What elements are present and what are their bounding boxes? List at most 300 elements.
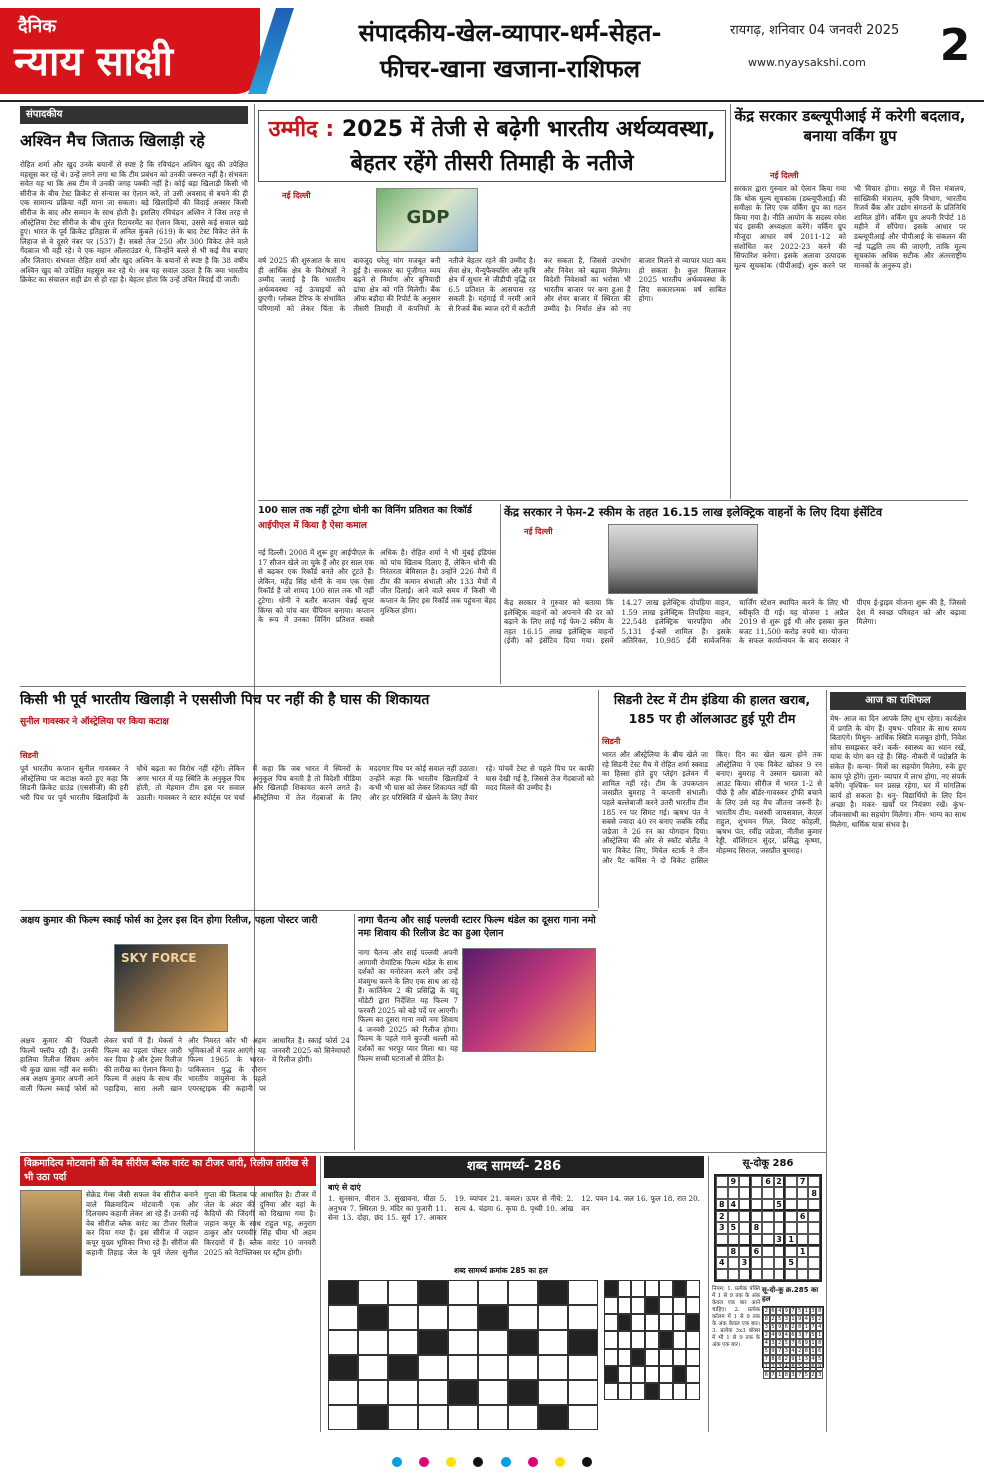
crossword-answer-cell — [659, 1314, 673, 1331]
sudoku-solution-cell: 2 — [778, 1340, 782, 1346]
dhoni-story — [258, 504, 496, 684]
crossword-cell[interactable] — [448, 1355, 478, 1380]
lead-headline — [258, 110, 726, 182]
sudoku-solution-cell: 2 — [764, 1332, 768, 1338]
page-number: 2 — [939, 20, 971, 71]
sudoku-cell[interactable]: 5 — [785, 1257, 797, 1268]
sudoku-cell[interactable] — [762, 1234, 774, 1246]
rashifal-body: मेष- आज का दिन आपके लिए शुभ रहेगा। कार्यक्षेत्र में प्रगति के योग हैं। वृषभ- परिवार के साथ समय बिताएंगे। मिथुन- आर्थिक स्थिति मजबूत होगी, निवेश सोच समझकर करें। कर्क- स्वास्थ्य का ध्यान रखें, यात्रा के योग बन रहे हैं। सिंह- नौकरी में पदोन्नति के संकेत हैं। कन्या- मित्रों का सहयोग मिलेगा, रुके हुए काम पूरे होंगे। तुला- व्यापार में लाभ होगा, नए संपर्क बनेंगे। वृश्चिक- मन प्रसन्न रहेगा, घर में मांगलिक कार्य हो सकता है। धनु- विद्यार्थियों के लिए दिन अच्छा है। मकर- खर्चों पर नियंत्रण रखें। कुंभ- जीवनसाथी का सहयोग मिलेगा। मीन- भाग्य का साथ मिलेगा, धार्मिक यात्रा संभव है। — [830, 714, 966, 829]
sudoku-cell[interactable]: 5 — [728, 1222, 740, 1233]
crossword-answer-cell — [645, 1331, 659, 1348]
sudoku-cell[interactable] — [774, 1222, 786, 1233]
sudoku-cell[interactable] — [808, 1246, 820, 1257]
sudoku-cell[interactable]: 9 — [728, 1176, 740, 1187]
divider-mid1 — [258, 500, 968, 501]
crossword-cell[interactable] — [328, 1305, 358, 1330]
crossword-cell[interactable] — [508, 1405, 538, 1430]
ev-headline: केंद्र सरकार ने फेम-2 स्कीम के तहत 16.15 लाख इलेक्ट्रिक वाहनों के लिए दिया इंसेंटिव — [504, 505, 883, 519]
sudoku-cell[interactable]: 2 — [716, 1211, 728, 1222]
skyforce-story — [20, 914, 350, 1150]
crossword-title: शब्द सामर्थ्य- 286 — [324, 1156, 704, 1178]
sudoku-solution-cell: 9 — [818, 1364, 822, 1370]
sudoku-solution-cell: 8 — [818, 1340, 822, 1346]
crossword-cell[interactable] — [358, 1280, 388, 1305]
sudoku-solution-cell: 2 — [798, 1348, 802, 1354]
crossword-cell[interactable] — [568, 1355, 598, 1380]
sudoku-solution-cell: 3 — [778, 1364, 782, 1370]
sudoku-cell[interactable] — [774, 1187, 786, 1198]
dhoni-headline: 100 साल तक नहीं टूटेगा धोनी का विनिंग प्रतिशत का रिकॉर्ड — [258, 505, 472, 516]
sudoku-cell[interactable]: 6 — [797, 1211, 809, 1222]
skyforce-poster-label: SKY FORCE — [121, 951, 197, 965]
sudoku-solution-cell: 2 — [784, 1356, 788, 1362]
sudoku-cell[interactable] — [774, 1269, 786, 1280]
sudoku-cell[interactable] — [716, 1187, 728, 1198]
sudoku-cell[interactable] — [797, 1257, 809, 1268]
crossword-cell — [538, 1280, 568, 1305]
thandel-image — [462, 948, 596, 1052]
crossword-cell[interactable] — [448, 1305, 478, 1330]
sudoku-cell[interactable] — [739, 1234, 751, 1246]
sudoku-solution-cell: 9 — [791, 1356, 795, 1362]
sudoku-cell[interactable] — [751, 1269, 763, 1280]
sudoku-cell[interactable] — [762, 1222, 774, 1233]
sudoku-solution-cell: 5 — [764, 1348, 768, 1354]
crossword-puzzle — [324, 1156, 704, 1432]
skyforce-body: अक्षय कुमार की पिछली फिल्में फ्लॉप रही हैं। उनकी हालिया रिलीज सिंघम अगेन भी कुछ खास नहीं कर सकी। अब अक्षय कुमार अपनी आने वाली फिल्म स्काई फोर्स को लेकर चर्चा में हैं। मेकर्स ने फिल्म का पहला पोस्टर जारी कर दिया है और ट्रेलर रिलीज की तारीख का ऐलान किया है। फिल्म में अक्षय के साथ वीर पहाड़िया, सारा अली खान और निमरत कौर भी अहम भूमिकाओं में नजर आएंगे। यह फिल्म 1965 के भारत-पाकिस्तान युद्ध के दौरान भारतीय वायुसेना के पहले एयरस्ट्राइक की कहानी पर आधारित है। स्काई फोर्स 24 जनवरी 2025 को सिनेमाघरों में रिलीज होगी। — [20, 1036, 350, 1093]
sudoku-solution-cell: 1 — [811, 1348, 815, 1354]
logo-dainik: दैनिक — [18, 16, 57, 37]
divider-rashifal — [826, 690, 827, 1432]
sudoku-cell[interactable] — [762, 1257, 774, 1268]
sudoku-solution-cell: 8 — [791, 1364, 795, 1370]
sudoku-cell[interactable] — [716, 1176, 728, 1187]
sudoku-cell[interactable] — [716, 1269, 728, 1280]
crossword-cell — [508, 1380, 538, 1405]
sudoku-cell[interactable] — [797, 1199, 809, 1211]
crossword-cell[interactable] — [568, 1380, 598, 1405]
crossword-cell[interactable] — [568, 1405, 598, 1430]
masthead-rule — [0, 100, 984, 102]
sudoku-solution-cell: 7 — [764, 1356, 768, 1362]
ev-dateline: नई दिल्ली — [524, 527, 553, 536]
crossword-answer-cell — [673, 1349, 687, 1366]
blackwarrant-story — [20, 1156, 316, 1432]
dateline: रायगढ़, शनिवार 04 जनवरी 2025 — [730, 23, 900, 38]
blackwarrant-headline: विक्रमादित्य मोटवानी की वेब सीरीज ब्लैक वारंट का टीजर जारी, रिलीज तारीख से भी उठा पर्दा — [20, 1156, 316, 1186]
sudoku-cell[interactable]: 3 — [774, 1234, 786, 1246]
sudoku-cell[interactable]: 3 — [716, 1222, 728, 1233]
crossword-answer-cell — [673, 1366, 687, 1383]
sudoku-solution-cell: 5 — [798, 1364, 802, 1370]
rashifal-column — [830, 690, 966, 1432]
sections-line2: फीचर-खाना खजाना-राशिफल — [380, 55, 640, 83]
sudoku-solution-cell: 6 — [818, 1348, 822, 1354]
crossword-answer-cell — [631, 1280, 645, 1297]
divider-bw — [320, 1156, 321, 1432]
lead-headline-text: 2025 में तेजी से बढ़ेगी भारतीय अर्थव्यवस्था, बेहतर रहेंगे तीसरी तिमाही के नतीजे — [341, 117, 716, 176]
crossword-answer-cell — [673, 1314, 687, 1331]
sudoku-cell[interactable]: 8 — [716, 1199, 728, 1211]
sudoku-cell[interactable] — [716, 1234, 728, 1246]
sudoku-solution-cell: 7 — [791, 1340, 795, 1346]
crossword-answer-cell — [659, 1383, 673, 1400]
dhoni-body: नई दिल्ली। 2008 में शुरू हुए आईपीएल के 17 सीजन खेले जा चुके हैं और हर साल एक से बढ़कर एक रिकॉर्ड बनते और टूटते हैं। लेकिन, महेंद्र सिंह धोनी के नाम एक ऐसा रिकॉर्ड है जो शायद 100 साल तक भी नहीं टूटेगा। धोनी ने बतौर कप्तान चेन्नई सुपर किंग्स को पांच बार चैंपियन बनाया। कप्तान के रूप में उनका विनिंग प्रतिशत सबसे अधिक है। रोहित शर्मा ने भी मुंबई इंडियंस को पांच खिताब दिलाए हैं, लेकिन धोनी की निरंतरता बेमिसाल है। उन्होंने 226 मैचों में टीम की कमान संभाली और 133 मैचों में जीत दिलाई। आने वाले समय में किसी भी कप्तान के लिए इस रिकॉर्ड तक पहुंचना बेहद मुश्किल होगा। — [258, 548, 496, 625]
crossword-cell[interactable] — [388, 1280, 418, 1305]
crossword-answer-cell — [659, 1297, 673, 1314]
sudoku-solution-cell: 4 — [804, 1316, 808, 1322]
blackwarrant-body: सेक्रेड गेम्स जैसी सफल वेब सीरीज बनाने वाले विक्रमादित्य मोटवानी एक और दिलचस्प कहानी लेकर आ रहे हैं। उनकी नई वेब सीरीज ब्लैक वारंट का टीजर रिलीज कर दिया गया है। इस सीरीज में जहान कपूर मुख्य भूमिका निभा रहे हैं। सीरीज की कहानी तिहाड़ जेल के पूर्व जेलर सुनील गुप्ता की किताब पर आधारित है। टीजर में जेल के अंदर की दुनिया और वहां के कैदियों की जिंदगी को दिखाया गया है। जहान कपूर के साथ राहुल भट्ट, अनुराग ठाकुर और परमवीर सिंह चीमा भी अहम किरदारों में हैं। ब्लैक वारंट 10 जनवरी 2025 को नेटफ्लिक्स पर स्ट्रीम होगी। — [86, 1190, 316, 1257]
divider-bottom — [20, 1152, 826, 1153]
sudoku-cell[interactable]: 1 — [797, 1246, 809, 1257]
sudoku-cell[interactable]: 4 — [716, 1257, 728, 1268]
crossword-cell[interactable] — [508, 1280, 538, 1305]
crossword-cell[interactable] — [358, 1355, 388, 1380]
crossword-cell — [568, 1330, 598, 1355]
crossword-clues: 1. सुनसान, वीरान 3. सुखावना, मीठा 5. अनुभव 7. स्थिरता 9. मंदिर का पुजारी 11. सेना 13. दोहा, छंद 15. सूर्य 17. आकार 19. व्यापार 21. कमल। ऊपर से नीचे: 2. सत्य 4. चंद्रमा 6. कृपा 8. पृथ्वी 10. आंख 12. पवन 14. जल 16. फूल 18. रात 20. वन — [328, 1194, 700, 1223]
crossword-cell[interactable] — [448, 1405, 478, 1430]
crossword-cell[interactable] — [568, 1305, 598, 1330]
dhoni-kicker: आईपीएल में किया है ऐसा कमाल — [258, 521, 367, 531]
sudoku-cell[interactable] — [751, 1257, 763, 1268]
lead-body: वर्ष 2025 की शुरुआत के साथ ही आर्थिक क्षेत्र के विशेषज्ञों ने उम्मीद जताई है कि भारतीय अर्थव्यवस्था नई ऊंचाइयों को छुएगी। ग्लोबल टैरिफ के संभावित परिणामों को लेकर चिंता के बावजूद घरेलू मांग मजबूत बनी हुई है। सरकार का पूंजीगत व्यय बढ़ने से निर्माण और बुनियादी ढांचा क्षेत्र को गति मिलेगी। बैंक ऑफ बड़ौदा की रिपोर्ट के अनुसार तीसरी तिमाही में कंपनियों के नतीजे बेहतर रहने की उम्मीद है। सेवा क्षेत्र, मैन्युफैक्चरिंग और कृषि क्षेत्र में सुधार से जीडीपी वृद्धि दर 6.5 प्रतिशत के आसपास रह सकती है। महंगाई में नरमी आने से रिजर्व बैंक ब्याज दरों में कटौती कर सकता है, जिससे उपभोग और निवेश को बढ़ावा मिलेगा। विदेशी निवेशकों का भरोसा भी भारतीय बाजार पर बना हुआ है और शेयर बाजार में स्थिरता की उम्मीद है। निर्यात क्षेत्र को नए बाजार मिलने से व्यापार घाटा कम हो सकता है। कुल मिलाकर 2025 भारतीय अर्थव्यवस्था के लिए सकारात्मक वर्ष साबित होगा। — [258, 256, 726, 313]
crossword-cell[interactable] — [418, 1405, 448, 1430]
sudoku-cell[interactable] — [739, 1187, 751, 1198]
crossword-answer-cell — [618, 1314, 632, 1331]
gavaskar-kicker: सुनील गावस्कर ने ऑस्ट्रेलिया पर किया कटाक्ष — [20, 717, 169, 727]
crossword-answer-cell — [618, 1383, 632, 1400]
sudoku-cell[interactable] — [797, 1234, 809, 1246]
crossword-answer-cell — [686, 1297, 700, 1314]
sudoku-solution-cell: 3 — [771, 1340, 775, 1346]
sudoku-solution-cell: 6 — [798, 1340, 802, 1346]
crossword-cell — [358, 1405, 388, 1430]
strip-dot — [501, 1457, 511, 1467]
sudoku-solution-cell: 2 — [791, 1324, 795, 1330]
sydney-story — [602, 690, 822, 1110]
sudoku-solution-cell: 2 — [771, 1316, 775, 1322]
crossword-cell[interactable] — [328, 1405, 358, 1430]
crossword-answer-cell — [673, 1280, 687, 1297]
crossword-answer-cell — [686, 1349, 700, 1366]
logo-block — [0, 8, 260, 94]
sudoku-cell[interactable] — [739, 1246, 751, 1257]
sudoku-solution-cell: 6 — [778, 1356, 782, 1362]
sudoku-cell[interactable] — [739, 1269, 751, 1280]
gavaskar-headline: किसी भी पूर्व भारतीय खिलाड़ी ने एससीजी पिच पर नहीं की है घास की शिकायत — [20, 692, 430, 708]
sudoku-cell[interactable] — [739, 1176, 751, 1187]
crossword-answer-cell — [686, 1314, 700, 1331]
sections-line1: संपादकीय-खेल-व्यापार-धर्म-सेहत- — [358, 19, 662, 47]
sudoku-solution-cell: 2 — [764, 1308, 768, 1314]
crossword-answer-cell — [645, 1280, 659, 1297]
sudoku-cell[interactable] — [762, 1269, 774, 1280]
sudoku-cell[interactable] — [762, 1211, 774, 1222]
sudoku-cell[interactable] — [751, 1176, 763, 1187]
crossword-answer-cell — [659, 1349, 673, 1366]
sudoku-cell[interactable] — [728, 1234, 740, 1246]
sudoku-cell[interactable] — [797, 1222, 809, 1233]
sudoku-solution-cell: 8 — [784, 1372, 788, 1378]
sudoku-solution-cell: 9 — [784, 1308, 788, 1314]
crossword-answer-cell — [604, 1297, 618, 1314]
wpi-body: सरकार द्वारा गुरुवार को ऐलान किया गया कि थोक मूल्य सूचकांक (डब्ल्यूपीआई) की समीक्षा के लिए एक वर्किंग ग्रुप का गठन किया गया है। नीति आयोग के सदस्य रमेश चंद इसकी अध्यक्षता करेंगे। वर्किंग ग्रुप मौजूदा आधार वर्ष 2011-12 को संशोधित कर 2022-23 करने की सिफारिश करेगा। इसके अलावा उत्पादक मूल्य सूचकांक (पीपीआई) शुरू करने पर भी विचार होगा। समूह में वित्त मंत्रालय, सांख्यिकी मंत्रालय, कृषि विभाग, भारतीय रिजर्व बैंक और उद्योग संगठनों के प्रतिनिधि शामिल होंगे। वर्किंग ग्रुप अपनी रिपोर्ट 18 महीने में सौंपेगा। इसके आधार पर डब्ल्यूपीआई और पीपीआई के संकलन की नई पद्धति तय की जाएगी, ताकि मूल्य सूचकांक अधिक सटीक और अंतरराष्ट्रीय मानकों के अनुरूप हो। — [734, 184, 966, 270]
sudoku-solution-cell: 2 — [804, 1364, 808, 1370]
crossword-cell[interactable] — [538, 1355, 568, 1380]
crossword-cell[interactable] — [568, 1280, 598, 1305]
sudoku-solution-cell: 1 — [818, 1332, 822, 1338]
sudoku-solution-cell: 9 — [778, 1324, 782, 1330]
sudoku-cell[interactable]: 4 — [728, 1199, 740, 1211]
sudoku-solution-cell: 1 — [764, 1364, 768, 1370]
sudoku-cell[interactable] — [762, 1187, 774, 1198]
crossword-cell[interactable] — [448, 1280, 478, 1305]
sudoku-solution-cell: 4 — [784, 1332, 788, 1338]
sudoku-solution-cell: 9 — [798, 1316, 802, 1322]
crossword-cell[interactable] — [418, 1380, 448, 1405]
crossword-cell[interactable] — [388, 1330, 418, 1355]
sudoku-cell[interactable] — [785, 1199, 797, 1211]
crossword-answer-cell — [686, 1366, 700, 1383]
crossword-cell[interactable] — [388, 1380, 418, 1405]
sudoku-solution-cell: 7 — [804, 1332, 808, 1338]
ev-body: केंद्र सरकार ने गुरुवार को बताया कि इलेक्ट्रिक वाहनों को अपनाने की दर को बढ़ाने के लिए लाई गई फेम-2 स्कीम के तहत 16.15 लाख इलेक्ट्रिक वाहनों (ईवी) को इंसेंटिव दिया गया। इसमें 14.27 लाख इलेक्ट्रिक दोपहिया वाहन, 1.59 लाख इलेक्ट्रिक तिपहिया वाहन, 22,548 इलेक्ट्रिक चारपहिया और 5,131 ई-बसें शामिल हैं। इसके अतिरिक्त, 10,985 ईवी सार्वजनिक चार्जिंग स्टेशन स्थापित करने के लिए भी स्वीकृति दी गई। यह योजना 1 अप्रैल 2019 से शुरू हुई थी और इसका कुल बजट 11,500 करोड़ रुपये था। योजना के सफल कार्यान्वयन के बाद सरकार ने पीएम ई-ड्राइव योजना शुरू की है, जिससे देश में स्वच्छ परिवहन को और बढ़ावा मिलेगा। — [504, 598, 966, 646]
sudoku-solution-cell: 1 — [811, 1340, 815, 1346]
skyforce-headline: अक्षय कुमार की फिल्म स्काई फोर्स का ट्रेलर इस दिन होगा रिलीज, पहला पोस्टर जारी — [20, 915, 318, 926]
crossword-answer-cell — [604, 1314, 618, 1331]
editorial-headline: अश्विन मैच जिताऊ खिलाड़ी रहे — [20, 131, 205, 150]
lead-dateline: नई दिल्ली — [282, 191, 311, 200]
crossword-cell[interactable] — [538, 1305, 568, 1330]
crossword-answer-cell — [673, 1383, 687, 1400]
sudoku-cell[interactable] — [785, 1269, 797, 1280]
sudoku-cell[interactable]: 8 — [751, 1222, 763, 1233]
crossword-cell — [328, 1280, 358, 1305]
gdp-image — [376, 188, 478, 252]
wpi-story — [734, 106, 966, 498]
sudoku-solution-cell: 5 — [798, 1308, 802, 1314]
crossword-answer-cell — [631, 1366, 645, 1383]
crossword-answer-cell — [631, 1383, 645, 1400]
sudoku-solution-cell: 7 — [771, 1372, 775, 1378]
divider-lead — [730, 104, 731, 499]
crossword-cell[interactable] — [538, 1330, 568, 1355]
crossword-cell — [538, 1405, 568, 1430]
editorial-column — [20, 104, 248, 676]
crossword-cell — [418, 1330, 448, 1355]
sudoku-solution-cell: 3 — [764, 1324, 768, 1330]
sudoku-cell[interactable] — [739, 1211, 751, 1222]
sudoku-cell[interactable] — [728, 1187, 740, 1198]
ev-story — [504, 504, 966, 684]
crossword-cell[interactable] — [328, 1380, 358, 1405]
crossword-cell[interactable] — [328, 1330, 358, 1355]
sudoku-solution-cell: 7 — [811, 1324, 815, 1330]
strip-dot — [392, 1457, 402, 1467]
sudoku-cell[interactable]: 7 — [797, 1176, 809, 1187]
sudoku-cell[interactable] — [808, 1234, 820, 1246]
lead-story — [258, 110, 726, 500]
sudoku-solution-cell: 3 — [798, 1332, 802, 1338]
sudoku-solution-cell: 8 — [771, 1356, 775, 1362]
sudoku-cell[interactable] — [751, 1234, 763, 1246]
sudoku-solution-cell: 4 — [778, 1308, 782, 1314]
crossword-answer-cell — [659, 1331, 673, 1348]
crossword-cell[interactable] — [388, 1405, 418, 1430]
sudoku-cell[interactable] — [808, 1176, 820, 1187]
crossword-cell[interactable] — [418, 1305, 448, 1330]
crossword-cell[interactable] — [508, 1355, 538, 1380]
sudoku-puzzle — [712, 1156, 824, 1432]
sudoku-cell[interactable] — [797, 1187, 809, 1198]
sudoku-cell[interactable] — [785, 1222, 797, 1233]
print-color-strip — [0, 1452, 984, 1472]
sudoku-cell[interactable] — [785, 1246, 797, 1257]
crossword-answer-cell — [604, 1280, 618, 1297]
crossword-cell[interactable] — [478, 1330, 508, 1355]
crossword-answer-cell — [645, 1366, 659, 1383]
divider-cw — [708, 1156, 709, 1432]
sudoku-cell[interactable] — [785, 1211, 797, 1222]
sudoku-solution-cell: 6 — [791, 1332, 795, 1338]
sudoku-cell[interactable] — [785, 1187, 797, 1198]
sudoku-cell[interactable] — [808, 1269, 820, 1280]
sudoku-cell[interactable] — [728, 1269, 740, 1280]
sudoku-cell[interactable] — [774, 1246, 786, 1257]
crossword-cell — [448, 1380, 478, 1405]
crossword-cell — [478, 1305, 508, 1330]
sudoku-cell[interactable] — [785, 1176, 797, 1187]
sudoku-cell[interactable] — [728, 1257, 740, 1268]
sudoku-solution-cell: 3 — [784, 1316, 788, 1322]
crossword-answer-label: शब्द सामर्थ्य क्रमांक 285 का हल — [454, 1266, 548, 1275]
sudoku-cell[interactable] — [808, 1222, 820, 1233]
crossword-answer-cell — [618, 1366, 632, 1383]
crossword-answer-cell — [604, 1366, 618, 1383]
sudoku-cell[interactable]: 1 — [785, 1234, 797, 1246]
sudoku-solution-cell: 5 — [784, 1340, 788, 1346]
sudoku-cell[interactable] — [751, 1211, 763, 1222]
sudoku-solution-cell: 3 — [818, 1372, 822, 1378]
divider-skyforce — [354, 914, 355, 1150]
crossword-answer-cell — [618, 1280, 632, 1297]
crossword-cell[interactable] — [478, 1355, 508, 1380]
crossword-cell[interactable] — [418, 1355, 448, 1380]
crossword-answer-cell — [631, 1349, 645, 1366]
sudoku-solution-cell: 7 — [798, 1372, 802, 1378]
sudoku-cell[interactable] — [797, 1269, 809, 1280]
sudoku-solution-cell: 5 — [778, 1316, 782, 1322]
sudoku-cell[interactable] — [808, 1211, 820, 1222]
crossword-cell[interactable] — [478, 1405, 508, 1430]
sydney-headline: सिडनी टेस्ट में टीम इंडिया की हालत खराब, 185 पर ही ऑलआउट हुई पूरी टीम — [613, 692, 811, 726]
sudoku-cell[interactable] — [739, 1199, 751, 1211]
crossword-answer-cell — [631, 1297, 645, 1314]
crossword-cell[interactable] — [448, 1330, 478, 1355]
sudoku-solution-cell: 4 — [784, 1364, 788, 1370]
crossword-answer-cell — [618, 1349, 632, 1366]
sudoku-cell[interactable] — [774, 1211, 786, 1222]
sudoku-solution-cell: 2 — [811, 1372, 815, 1378]
sudoku-cell[interactable] — [728, 1211, 740, 1222]
sudoku-solution-cell: 9 — [771, 1348, 775, 1354]
crossword-answer-cell — [645, 1297, 659, 1314]
crossword-answer-cell — [631, 1314, 645, 1331]
sudoku-cell[interactable] — [762, 1199, 774, 1211]
sudoku-cell[interactable] — [739, 1222, 751, 1233]
website-link[interactable]: www.nyaysakshi.com — [748, 56, 866, 69]
gavaskar-story — [20, 690, 594, 908]
sudoku-solution-cell: 4 — [764, 1340, 768, 1346]
sudoku-cell[interactable]: 8 — [728, 1246, 740, 1257]
sudoku-cell[interactable] — [808, 1199, 820, 1211]
divider-mid2 — [20, 686, 966, 687]
strip-dot — [528, 1457, 538, 1467]
crossword-cell[interactable] — [478, 1380, 508, 1405]
sudoku-solution-cell: 5 — [818, 1356, 822, 1362]
sudoku-title: सू-दोकू 286 — [742, 1158, 794, 1169]
crossword-answer-cell — [604, 1383, 618, 1400]
sudoku-solution-cell: 2 — [818, 1316, 822, 1322]
crossword-answer-cell — [686, 1383, 700, 1400]
sudoku-solution-cell: 9 — [804, 1340, 808, 1346]
lead-kicker: उम्मीद : — [268, 117, 335, 142]
crossword-grid[interactable] — [328, 1280, 598, 1430]
crossword-cell[interactable] — [388, 1305, 418, 1330]
crossword-answer-cell — [673, 1331, 687, 1348]
sudoku-cell[interactable]: 3 — [739, 1257, 751, 1268]
sudoku-cell[interactable] — [762, 1246, 774, 1257]
sudoku-solution-cell: 3 — [784, 1348, 788, 1354]
sudoku-solution-cell: 2 — [771, 1364, 775, 1370]
strip-dot — [446, 1457, 456, 1467]
sudoku-cell[interactable] — [716, 1246, 728, 1257]
wpi-headline: केंद्र सरकार डब्ल्यूपीआई में करेगी बदलाव, बनाया वर्किंग ग्रुप — [734, 107, 966, 145]
sudoku-cell[interactable] — [808, 1257, 820, 1268]
sudoku-solution-cell: 5 — [804, 1372, 808, 1378]
sudoku-cell[interactable]: 2 — [774, 1176, 786, 1187]
crossword-cell — [418, 1280, 448, 1305]
crossword-cell[interactable] — [358, 1330, 388, 1355]
crossword-cell[interactable] — [358, 1380, 388, 1405]
sudoku-cell[interactable] — [751, 1187, 763, 1198]
sudoku-cell[interactable]: 6 — [751, 1246, 763, 1257]
crossword-cell[interactable] — [478, 1280, 508, 1305]
editorial-body: रोहित शर्मा और खुद उनके बयानों से स्पष्ट है कि रविचंद्रन अश्विन खुद की उपेक्षित महसूस कर रहे थे। उन्हें लगने लगा था कि टीम प्रबंधन को उनकी जरूरत नहीं है। संभवतः सवेत यह था कि अब टीम में उनकी जगह पक्की नहीं है। कोई बड़ा खिलाड़ी किसी भी सीरीज के बीच टेस्ट क्रिकेट से संन्यास का ऐलान करे, तो उसी अवसाद से बचने की ही एक सामान्य प्रक्रिया नहीं माना जा सकता। बड़े खिलाड़ियों की विदाई अक्सर किसी सीरीज के बाद और सम्मान के साथ होती है। इसलिए रविचंद्रन अश्विन ने जिस तरह से ऑस्ट्रेलिया टेस्ट सीरीज के बीच तुरंत रिटायरमेंट का ऐलान किया, उससे कई सवाल खड़े हुए। भारत के पूर्व क्रिकेट इतिहास में अनिल कुंबले (619) के बाद टेस्ट विकेट लेने के लिहाज से वे दूसरे नंबर पर (537) हैं। सबसे तेज 250 और 300 विकेट लेने वाले गेंदबाज भी वही रहे। वे एक महान ऑलराउंडर थे, जिन्होंने बल्ले से भी कई मैच बचाए और जिताए। संभवतः रोहित शर्मा और खुद अश्विन के बयानों से स्पष्ट है कि 38 वर्षीय अश्विन खुद को उपेक्षित महसूस कर रहे थे। अब यह सवाल उठता है कि क्या भारतीय क्रिकेट का संचालन सही ढंग से हो रहा है। बेहतर होता कि उन्हें उचित विदाई दी जाती। — [20, 160, 248, 285]
crossword-cell[interactable] — [538, 1380, 568, 1405]
sydney-body: भारत और ऑस्ट्रेलिया के बीच खेले जा रहे सिडनी टेस्ट मैच में रोहित शर्मा स्क्वाड का हिस्सा होते हुए प्लेइंग इलेवन में शामिल नहीं रहे। टीम के उपकप्तान जसप्रीत बुमराह ने कप्तानी संभाली। पहले बल्लेबाजी करने उतरी भारतीय टीम 185 रन पर सिमट गई। ऋषभ पंत ने सबसे ज्यादा 40 रन बनाए जबकि रवींद्र जडेजा ने 26 रन का योगदान दिया। ऑस्ट्रेलिया की ओर से स्कॉट बोलैंड ने चार विकेट लिए, मिचेल स्टार्क ने तीन और पैट कमिंस ने दो विकेट हासिल किए। दिन का खेल खत्म होने तक ऑस्ट्रेलिया ने एक विकेट खोकर 9 रन बनाए। बुमराह ने उस्मान ख्वाजा को आउट किया। सीरीज में भारत 1-2 से पीछे है और बॉर्डर-गावस्कर ट्रॉफी बचाने के लिए उसे यह मैच जीतना जरूरी है। भारतीय टीम: यशस्वी जायसवाल, केएल राहुल, शुभमन गिल, विराट कोहली, ऋषभ पंत, रवींद्र जडेजा, नीतीश कुमार रेड्डी, वॉशिंगटन सुंदर, प्रसिद्ध कृष्णा, मोहम्मद सिराज, जसप्रीत बुमराह। — [602, 750, 822, 865]
sudoku-grid[interactable] — [714, 1174, 822, 1282]
crossword-answer-cell — [604, 1331, 618, 1348]
sudoku-solution-cell: 4 — [811, 1356, 815, 1362]
divider-gavaskar — [598, 690, 599, 908]
sudoku-cell[interactable]: 8 — [808, 1187, 820, 1198]
sudoku-cell[interactable] — [751, 1199, 763, 1211]
sudoku-solution-cell: 5 — [811, 1332, 815, 1338]
rashifal-header: आज का राशिफल — [830, 692, 966, 710]
sudoku-cell[interactable] — [774, 1257, 786, 1268]
sudoku-cell[interactable]: 6 — [762, 1176, 774, 1187]
crossword-answer-cell — [631, 1331, 645, 1348]
skyforce-poster — [114, 944, 228, 1032]
crossword-cell — [358, 1305, 388, 1330]
crossword-cell[interactable] — [508, 1305, 538, 1330]
wpi-dateline: नई दिल्ली — [770, 171, 799, 180]
thandel-story — [358, 914, 598, 1150]
sudoku-solution-cell: 8 — [798, 1324, 802, 1330]
sudoku-cell[interactable]: 5 — [774, 1199, 786, 1211]
sudoku-solution-cell: 6 — [784, 1324, 788, 1330]
